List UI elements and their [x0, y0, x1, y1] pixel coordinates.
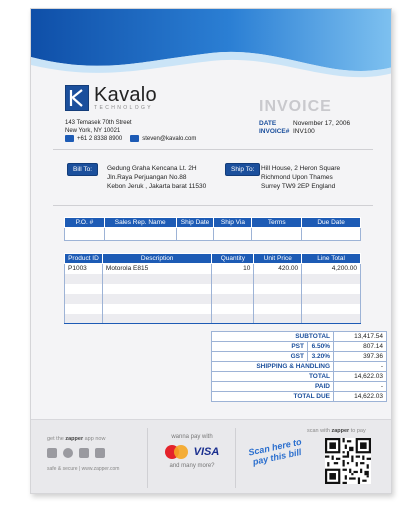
divider: [53, 149, 373, 150]
total-value: 14,622.03: [334, 372, 387, 382]
table-row: [65, 294, 361, 304]
company-logo: [65, 85, 157, 115]
app-promo: [47, 436, 139, 472]
invoice-meta: [259, 120, 350, 136]
totals-table: [211, 331, 387, 402]
address-line: New York, NY 10021: [65, 128, 121, 134]
brand-name: zapper: [331, 428, 350, 434]
subtotal-label: SUBTOTAL: [212, 332, 334, 342]
quantity-header: Quantity: [212, 254, 254, 264]
terms-header: Terms: [252, 218, 302, 228]
date-value: November 17, 2006: [293, 120, 351, 127]
platform-icons: [47, 448, 139, 458]
ship-to-line: Hill House, 2 Heron Square: [261, 165, 341, 172]
invoice-page: [30, 8, 392, 494]
phone-icon: [65, 135, 74, 142]
po-header: P.O. #: [65, 218, 105, 228]
qr-code-icon[interactable]: [325, 438, 371, 484]
product-id-cell: P1003: [65, 264, 103, 274]
unit-price-header: Unit Price: [254, 254, 302, 264]
blackberry-icon[interactable]: [79, 448, 89, 458]
logo-k-icon: [65, 85, 89, 111]
bill-to-line: Jln.Raya Perjuangan No.88: [107, 174, 187, 181]
subtotal-value: 13,417.54: [334, 332, 387, 342]
company-phone: +61 2 8338 8900: [77, 135, 123, 142]
scan-with-label: scan with: [307, 428, 330, 434]
gst-label: GST: [212, 352, 308, 362]
mastercard-icon: [165, 445, 189, 459]
footer-divider: [235, 428, 236, 488]
gst-rate: 3.20%: [308, 352, 334, 362]
ship-to-badge: Ship To:: [225, 163, 260, 176]
total-due-value: 14,622.03: [334, 392, 387, 402]
footer-divider: [147, 428, 148, 488]
product-id-header: Product ID: [65, 254, 103, 264]
visa-logo: VISA: [193, 446, 220, 458]
ship-via-value: [214, 228, 252, 241]
sales-rep-value: [104, 228, 176, 241]
total-label: TOTAL: [212, 372, 334, 382]
wanna-pay-text: wanna pay with: [171, 434, 213, 440]
safe-secure-text: safe & secure | www.zapper.com: [47, 466, 120, 472]
line-items-table: [64, 253, 361, 324]
shipping-value: -: [334, 362, 387, 372]
company-email[interactable]: steven@kavalo.com: [142, 135, 197, 142]
scan-here-text: Scan here to pay this bill: [247, 436, 303, 467]
paid-label: PAID: [212, 382, 334, 392]
shipping-label: SHIPPING & HANDLING: [212, 362, 334, 372]
bill-to-line: Kebon Jeruk , Jakarta barat 11530: [107, 183, 207, 190]
ship-via-header: Ship Via: [214, 218, 252, 228]
line-total-header: Line Total: [302, 254, 361, 264]
payment-methods: [155, 434, 229, 469]
card-logos: [155, 445, 229, 459]
ship-to-line: Richmond Upon Thames: [261, 174, 333, 181]
due-date-value: [302, 228, 361, 241]
bill-to-badge: Bill To:: [67, 163, 98, 176]
description-header: Description: [102, 254, 211, 264]
many-more-text: and many more?: [169, 463, 215, 469]
quantity-cell: 10: [212, 264, 254, 274]
terms-value: [252, 228, 302, 241]
invoice-title: INVOICE: [259, 98, 332, 115]
company-tagline: TECHNOLOGY: [94, 105, 154, 111]
table-row: [65, 304, 361, 314]
unit-price-cell: 420.00: [254, 264, 302, 274]
ship-to-address: [261, 164, 340, 191]
ship-date-value: [176, 228, 214, 241]
get-app-label: get the: [47, 436, 64, 442]
po-value: [65, 228, 105, 241]
paid-value: -: [334, 382, 387, 392]
pst-label: PST: [212, 342, 308, 352]
app-now-label: app now: [84, 436, 106, 442]
due-date-header: Due Date: [302, 218, 361, 228]
company-contact: [65, 135, 196, 142]
windows-icon[interactable]: [95, 448, 105, 458]
pst-rate: 6.50%: [308, 342, 334, 352]
scan-with-text: [307, 428, 366, 434]
get-app-text: [47, 436, 139, 442]
bill-to-address: [107, 164, 206, 191]
android-icon[interactable]: [63, 448, 73, 458]
company-name: Kavalo: [94, 84, 157, 106]
description-cell: Motorola E815: [102, 264, 211, 274]
line-total-cell: 4,200.00: [302, 264, 361, 274]
pst-value: 807.14: [334, 342, 387, 352]
header-wave: [31, 9, 392, 89]
gst-value: 397.36: [334, 352, 387, 362]
sales-rep-header: Sales Rep. Name: [104, 218, 176, 228]
ship-date-header: Ship Date: [176, 218, 214, 228]
invoice-number-label: INVOICE#: [259, 128, 290, 135]
date-label: DATE: [259, 120, 277, 127]
table-row: [65, 264, 361, 274]
to-pay-label: to pay: [350, 428, 366, 434]
brand-name: zapper: [65, 436, 84, 442]
bill-to-line: Gedung Graha Kencana Lt. 2H: [107, 165, 197, 172]
company-address: [65, 119, 132, 135]
apple-icon[interactable]: [47, 448, 57, 458]
invoice-number-value: INV100: [293, 128, 315, 135]
total-due-label: TOTAL DUE: [212, 392, 334, 402]
ship-to-line: Surrey TW9 2EP England: [261, 183, 336, 190]
table-row: [65, 284, 361, 294]
payment-footer: [31, 419, 392, 494]
address-line: 143 Temasek 70th Street: [65, 120, 132, 126]
email-icon: [130, 135, 139, 142]
divider: [53, 205, 373, 206]
table-row: [65, 274, 361, 284]
order-info-table: [64, 217, 361, 241]
table-row: [65, 314, 361, 324]
